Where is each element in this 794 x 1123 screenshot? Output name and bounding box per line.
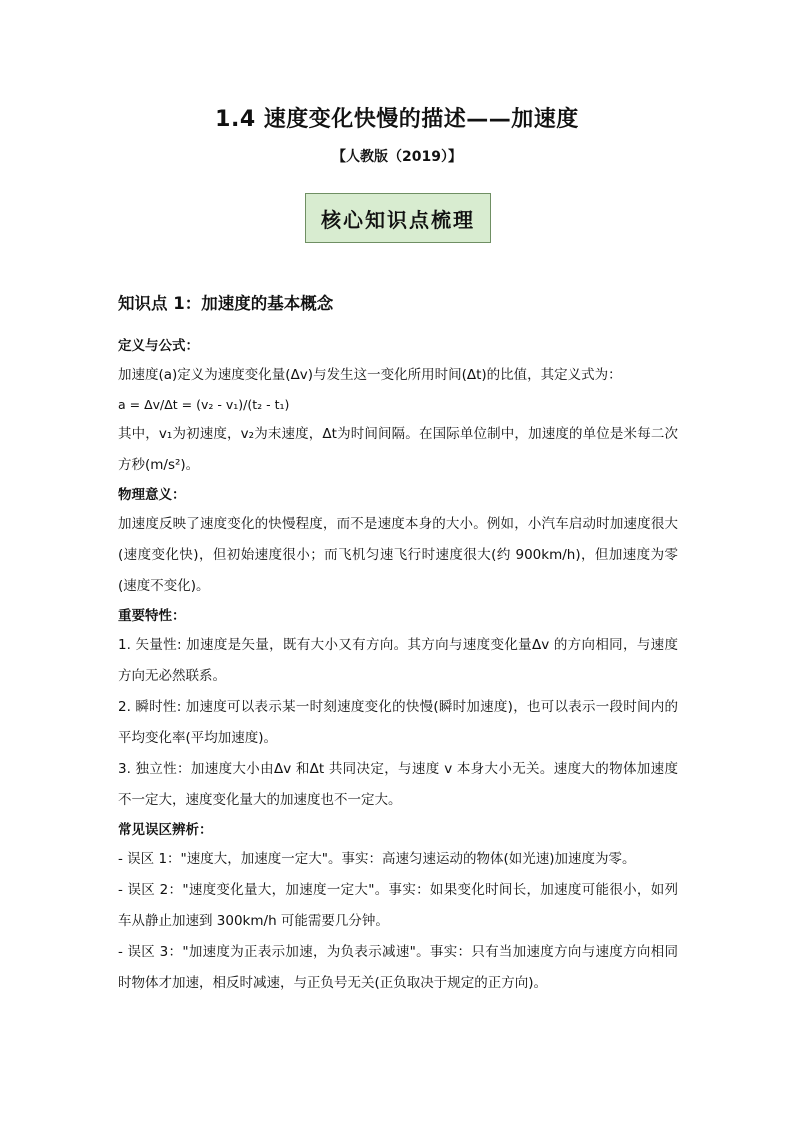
definition-label: 定义与公式： [118,338,199,354]
property-item: 1. 矢量性: 加速度是矢量，既有大小又有方向。其方向与速度变化量Δv 的方向相同，与速度方向无必然联系。 [118,637,678,684]
physics-meaning-text: 加速度反映了速度变化的快慢程度，而不是速度本身的大小。例如，小汽车启动时加速度很大(速度变化快)，但初始速度很小；而飞机匀速飞行时速度很大(约 900km/h)，但加速度为零(速度不变化)。 [118,516,678,594]
document-title: 1.4 速度变化快慢的描述——加速度 [215,107,579,132]
acceleration-formula: a = Δv/Δt = (v₂ - v₁)/(t₂ - t₁) [118,397,290,412]
properties-label: 重要特性： [118,608,186,624]
knowledge-section [118,290,678,999]
misconception-item: - 误区 1："速度大，加速度一定大"。事实：高速匀速运动的物体(如光速)加速度为零。 [118,851,636,867]
misconceptions-label: 常见误区辨析： [118,822,213,838]
misconception-item: - 误区 2："速度变化量大，加速度一定大"。事实：如果变化时间长，加速度可能很小，如列车从静止加速到 300km/h 可能需要几分钟。 [118,882,678,929]
physics-meaning-label: 物理意义： [118,487,186,503]
core-knowledge-label: 核心知识点梳理 [321,207,475,232]
property-item: 2. 瞬时性: 加速度可以表示某一时刻速度变化的快慢(瞬时加速度)，也可以表示一段时间内的平均变化率(平均加速度)。 [118,699,678,746]
property-item: 3. 独立性：加速度大小由Δv 和Δt 共同决定，与速度 v 本身大小无关。速度大的物体加速度不一定大，速度变化量大的加速度也不一定大。 [118,761,678,808]
core-knowledge-banner [305,193,491,243]
definition-text: 加速度(a)定义为速度变化量(Δv)与发生这一变化所用时间(Δt)的比值，其定义式为： [118,367,622,383]
edition-subtitle: 【人教版（2019）】 [332,149,462,165]
misconception-item: - 误区 3："加速度为正表示加速，为负表示减速"。事实：只有当加速度方向与速度方向相同时物体才加速，相反时减速，与正负号无关(正负取决于规定的正方向)。 [118,944,678,991]
section-heading: 知识点 1：加速度的基本概念 [118,294,334,313]
formula-explanation: 其中，v₁为初速度，v₂为末速度，Δt为时间间隔。在国际单位制中，加速度的单位是米每二次方秒(m/s²)。 [118,426,678,473]
